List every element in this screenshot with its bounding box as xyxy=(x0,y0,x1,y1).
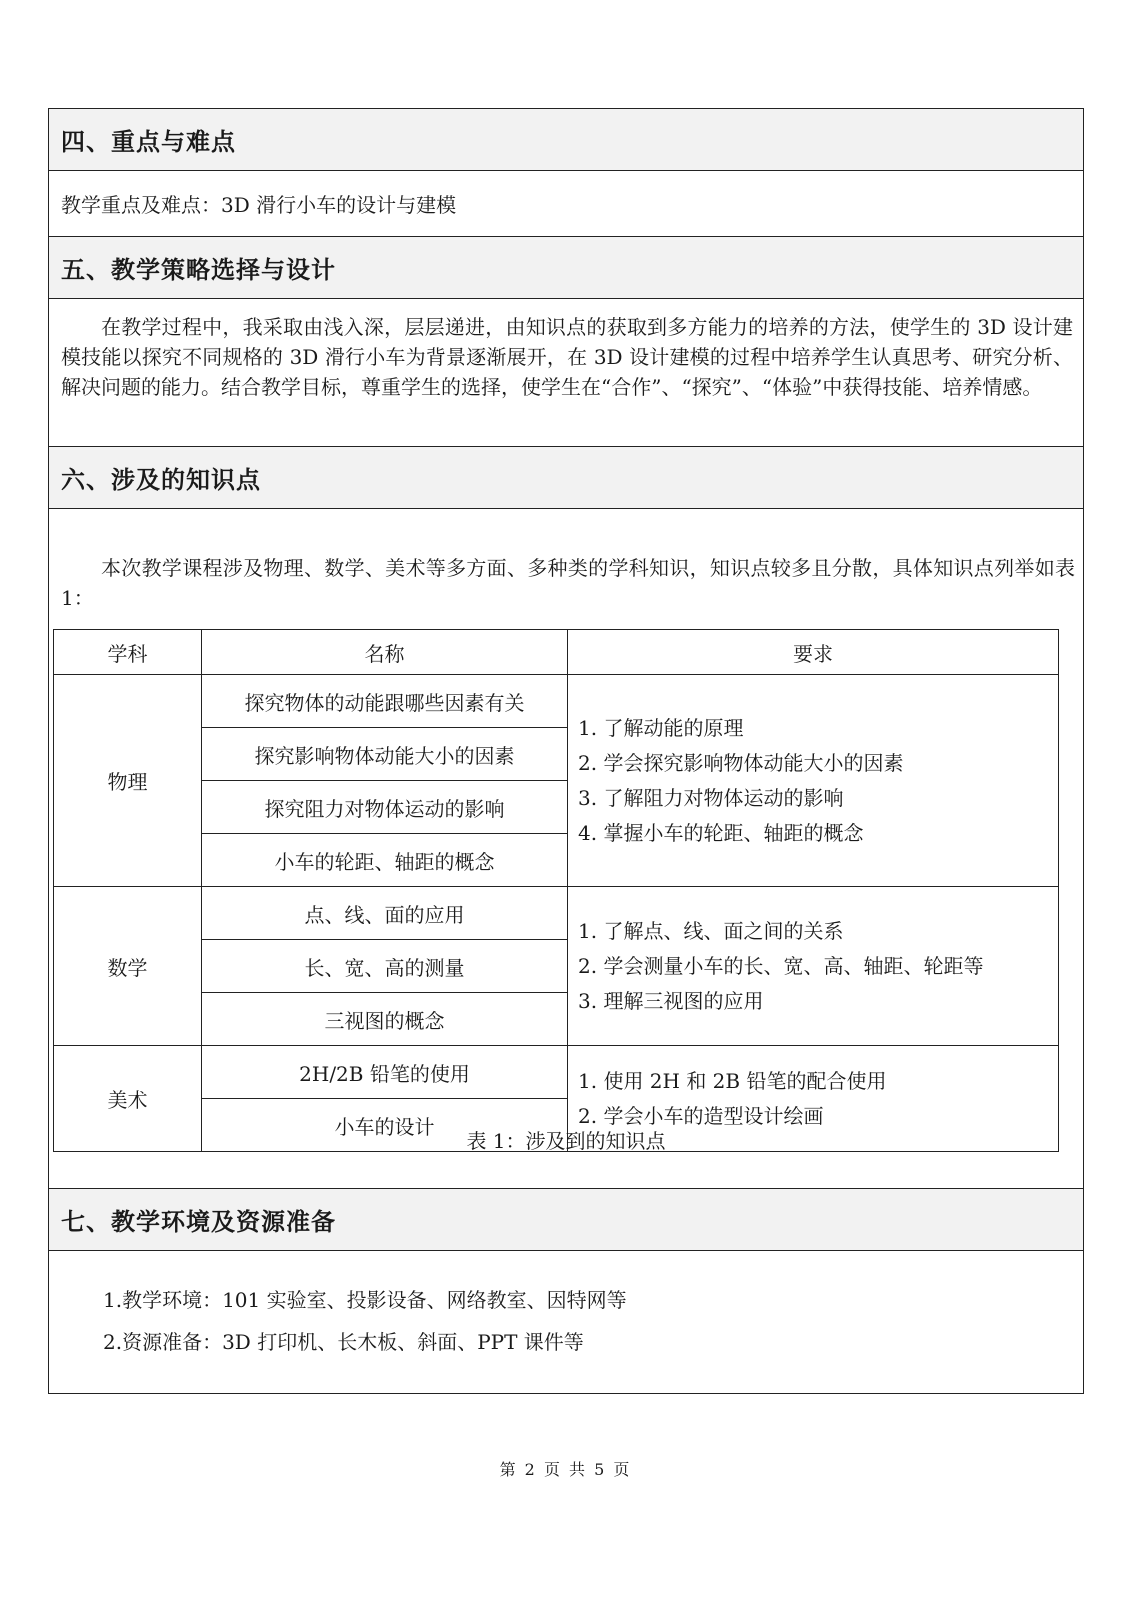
requirement-item: 1. 了解点、线、面之间的关系 xyxy=(578,918,844,943)
requirements-cell xyxy=(568,675,1059,887)
requirement-item: 1. 使用 2H 和 2B 铅笔的配合使用 xyxy=(578,1068,887,1093)
key-points-text: 教学重点及难点：3D 滑行小车的设计与建模 xyxy=(61,193,457,217)
section-5-body xyxy=(49,299,1083,447)
table-row xyxy=(54,887,1059,940)
topic-cell: 小车的设计 xyxy=(202,1099,568,1152)
subject-cell: 数学 xyxy=(54,887,202,1046)
knowledge-intro-paragraph: 本次教学课程涉及物理、数学、美术等多方面、多种类的学科知识，知识点较多且分散，具体知识点列举如表 1： xyxy=(61,556,1075,610)
requirement-item: 3. 了解阻力对物体运动的影响 xyxy=(578,785,844,810)
section-6-body xyxy=(49,509,1083,1189)
resources-item: 2.资源准备：3D 打印机、长木板、斜面、PPT 课件等 xyxy=(103,1330,584,1354)
topic-cell: 探究物体的动能跟哪些因素有关 xyxy=(202,675,568,728)
page-number-footer: 第 2 页 共 5 页 xyxy=(499,1460,632,1479)
lesson-plan-frame xyxy=(48,108,1084,1394)
table-caption: 表 1：涉及到的知识点 xyxy=(466,1129,666,1153)
header-subject: 学科 xyxy=(54,630,202,675)
section-4-heading: 四、重点与难点 xyxy=(49,109,1083,171)
table-header-row xyxy=(54,630,1059,675)
table-row xyxy=(54,1046,1059,1099)
topic-cell: 点、线、面的应用 xyxy=(202,887,568,940)
topic-cell: 三视图的概念 xyxy=(202,993,568,1046)
table-row xyxy=(54,675,1059,728)
topic-cell: 探究影响物体动能大小的因素 xyxy=(202,728,568,781)
topic-cell: 长、宽、高的测量 xyxy=(202,940,568,993)
topic-cell: 2H/2B 铅笔的使用 xyxy=(202,1046,568,1099)
section-4-body xyxy=(49,171,1083,237)
strategy-paragraph: 在教学过程中，我采取由浅入深，层层递进，由知识点的获取到多方能力的培养的方法，使学生的 3D 设计建模技能以探究不同规格的 3D 滑行小车为背景逐渐展开，在 3D 设计建模的过程中培养学生认真思考、研究分析、解决问题的能力。结合教学目标，尊重学生的选择，使学生在“合作”、“探究”、“体验”中获得技能、培养情感。 xyxy=(61,315,1073,399)
knowledge-table xyxy=(53,629,1059,1152)
topic-cell: 小车的轮距、轴距的概念 xyxy=(202,834,568,887)
topic-cell: 探究阻力对物体运动的影响 xyxy=(202,781,568,834)
subject-cell: 物理 xyxy=(54,675,202,887)
requirements-cell xyxy=(568,887,1059,1046)
section-7-heading: 七、教学环境及资源准备 xyxy=(49,1189,1083,1251)
requirement-item: 2. 学会测量小车的长、宽、高、轴距、轮距等 xyxy=(578,953,984,978)
section-5-heading: 五、教学策略选择与设计 xyxy=(49,237,1083,299)
environment-item: 1.教学环境：101 实验室、投影设备、网络教室、因特网等 xyxy=(103,1288,627,1312)
requirement-item: 3. 理解三视图的应用 xyxy=(578,988,764,1013)
requirement-item: 2. 学会小车的造型设计绘画 xyxy=(578,1103,824,1128)
requirement-item: 4. 掌握小车的轮距、轴距的概念 xyxy=(578,820,864,845)
section-7-body xyxy=(49,1251,1083,1393)
section-6-heading: 六、涉及的知识点 xyxy=(49,447,1083,509)
header-requirement: 要求 xyxy=(568,630,1059,675)
header-name: 名称 xyxy=(202,630,568,675)
requirement-item: 1. 了解动能的原理 xyxy=(578,715,744,740)
requirement-item: 2. 学会探究影响物体动能大小的因素 xyxy=(578,750,904,775)
subject-cell: 美术 xyxy=(54,1046,202,1152)
